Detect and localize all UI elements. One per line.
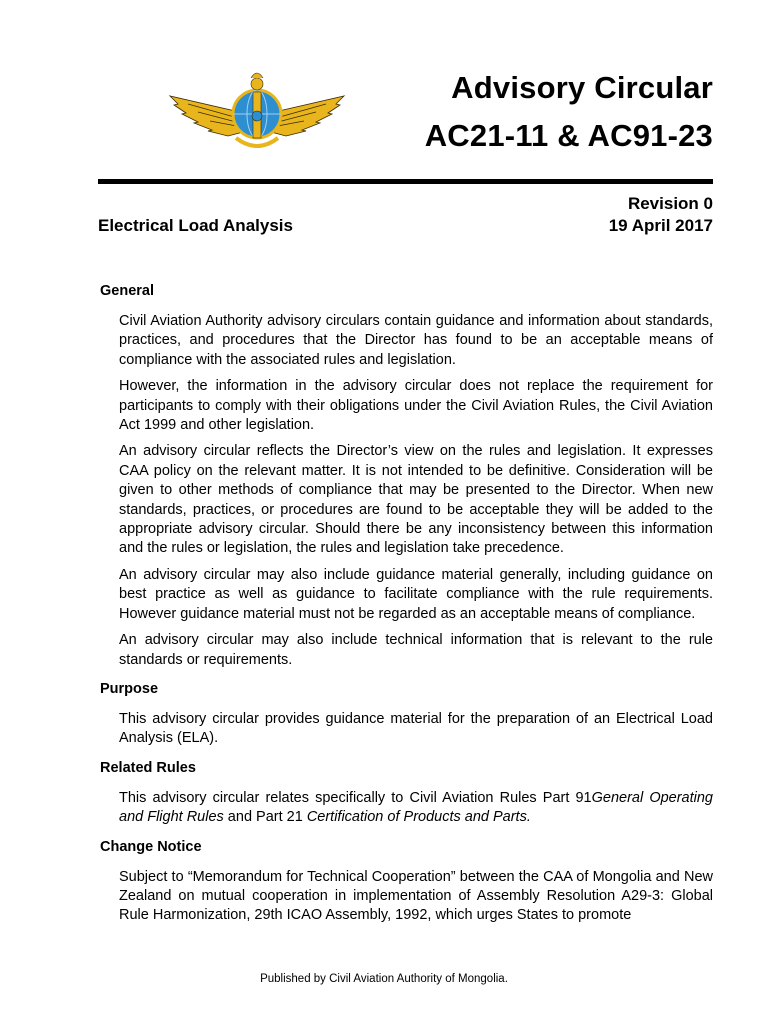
paragraph: An advisory circular may also include technical information that is relevant to the rule standards or requirements.: [119, 632, 713, 668]
rule-part-21-title: Certification of Products and Parts.: [306, 809, 531, 826]
revision-date: 19 April 2017: [608, 216, 713, 235]
section-heading-general: General: [100, 283, 154, 299]
revision-label: Revision 0: [627, 194, 713, 213]
document-subject: Electrical Load Analysis: [98, 216, 293, 235]
related-rules-text: and Part 21: [223, 809, 307, 826]
paragraph: Civil Aviation Authority advisory circulars contain guidance and information about standards, practices, and procedures that the Director has found to be an acceptable means of compliance with the associated rules and legislation.: [119, 313, 713, 368]
paragraph: An advisory circular may also include guidance material generally, including guidance on best practice as well as guidance to facilitate compliance with the rule requirements. However guidance material must not be regarded as an acceptable means of compliance.: [119, 566, 713, 622]
caa-mongolia-logo: [168, 70, 346, 160]
document-number: AC21-11 & AC91-23: [424, 118, 713, 153]
document-body: [100, 282, 713, 933]
paragraph: An advisory circular reflects the Director’s view on the rules and legislation. It expresses CAA policy on the relevant matter. It is not intended to be definitive. Consideration will be given to other methods of compliance that may be presented to the Director. When new standards, practices, or procedures are found to be acceptable they will be added to the appropriate advisory circular. Should there be any inconsistency between this information and the rules or legislation, the rules and legislation take precedence.: [119, 443, 713, 557]
section-heading-related-rules: Related Rules: [100, 759, 196, 776]
paragraph: [119, 789, 713, 828]
paragraph: This advisory circular provides guidance material for the preparation of an Electrical Load Analysis (ELA).: [119, 710, 713, 747]
section-heading-purpose: Purpose: [100, 680, 159, 697]
paragraph: Subject to “Memorandum for Technical Cooperation” between the CAA of Mongolia and New Zealand on mutual cooperation in implementation of Assembly Resolution A29-3: Global Rule Harmonization, 29th ICAO Assembly, 1992, which urges States to promote: [119, 868, 713, 924]
header-divider: [98, 179, 713, 184]
related-rules-text: This advisory circular relates specifically to Civil Aviation Rules Part 91: [119, 789, 592, 806]
paragraph: However, the information in the advisory circular does not replace the requirement for participants to comply with their obligations under the Civil Aviation Rules, the Civil Aviation Act 1999 and other legislation.: [119, 378, 713, 434]
page-footer: Published by Civil Aviation Authority of Mongolia.: [260, 973, 508, 985]
document-title: Advisory Circular: [451, 70, 713, 105]
rule-part-91-title: General Operating and Flight Rules: [119, 789, 713, 826]
section-heading-change-notice: Change Notice: [100, 838, 202, 855]
